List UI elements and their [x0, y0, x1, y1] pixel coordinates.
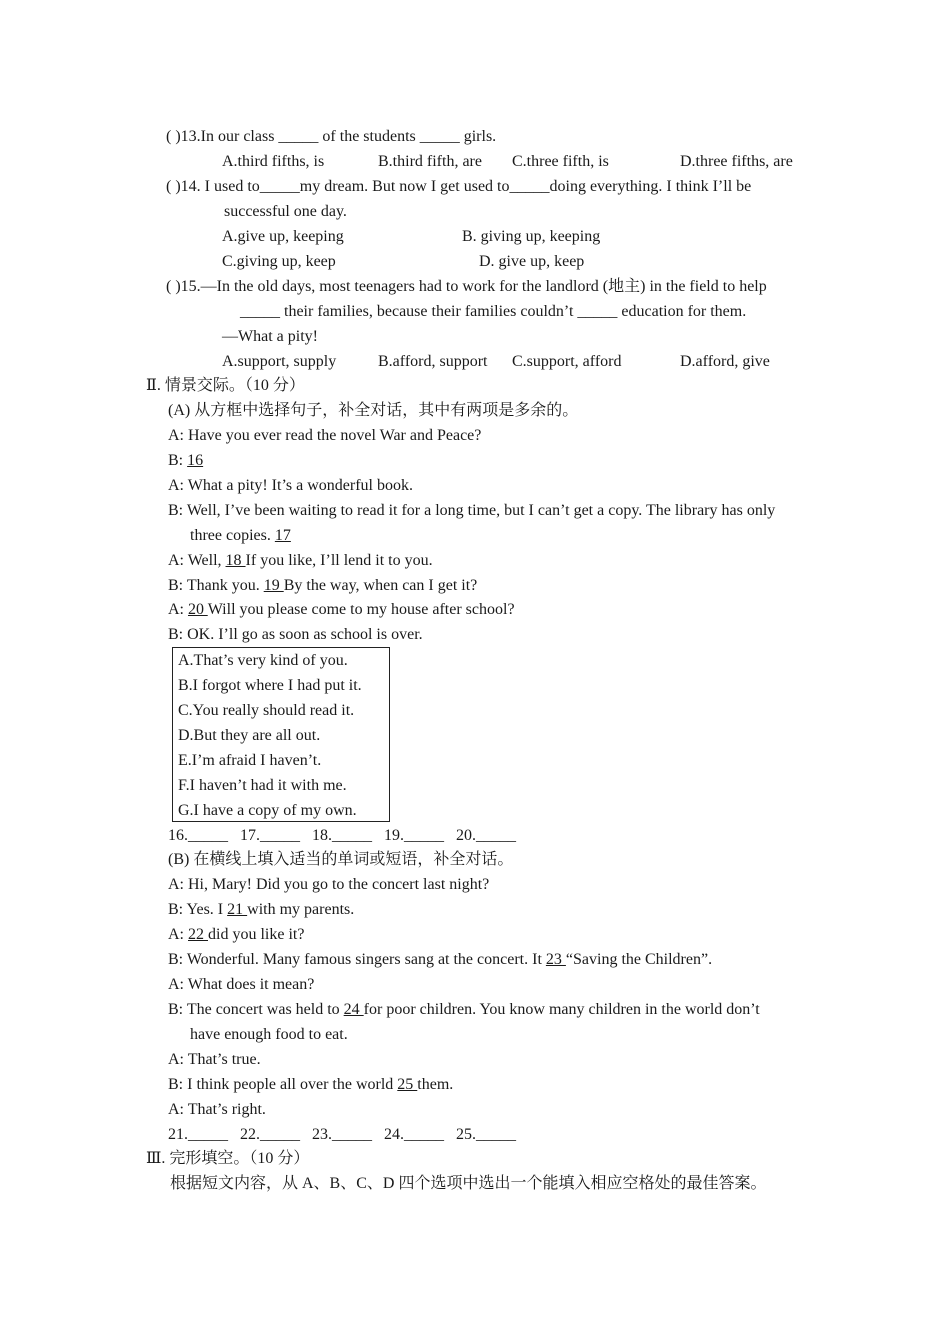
q15-option-d: D.afford, give: [680, 353, 770, 370]
option-a: A.That’s very kind of you.: [178, 652, 348, 669]
dialogue-b-line-8: A: That’s true.: [168, 1051, 261, 1068]
option-e: E.I’m afraid I haven’t.: [178, 752, 322, 769]
dialogue-b-line-6: [168, 999, 760, 1021]
q13-stem: ( )13.In our class _____ of the students _____ girls.: [166, 128, 497, 145]
line-text: B: I think people all over the world: [168, 1076, 398, 1093]
line-text: three copies.: [190, 527, 275, 544]
q15-option-a: A.support, supply: [222, 353, 337, 370]
option-c: C.You really should read it.: [178, 702, 355, 719]
dialogue-b-line-3: [168, 924, 304, 946]
line-text: A: Well,: [168, 552, 226, 569]
blank-17: 17: [274, 527, 291, 544]
dialogue-a-line-8: [168, 599, 515, 621]
section3-instruction: 根据短文内容，从 A、B、C、D 四个选项中选出一个能填入相应空格处的最佳答案。: [170, 1175, 767, 1192]
option-d: D.But they are all out.: [178, 727, 321, 744]
line-text: Will you please come to my house after school?: [207, 601, 515, 618]
q14-option-b: B. giving up, keeping: [462, 228, 601, 245]
q13-option-c: C.three fifth, is: [512, 153, 609, 170]
line-text: B: Wonderful. Many famous singers sang at the concert. It: [168, 951, 546, 968]
line-text: with my parents.: [247, 901, 355, 918]
dialogue-b-line-10: A: That’s right.: [168, 1101, 266, 1118]
line-text: for poor children. You know many children in the world don’t: [363, 1001, 760, 1018]
blank-18: 18: [225, 552, 246, 569]
section2-title: Ⅱ. 情景交际。（10 分）: [146, 377, 305, 394]
line-text: A:: [168, 926, 188, 943]
q14-stem-continued: successful one day.: [224, 203, 347, 220]
options-box: [172, 647, 390, 822]
q13-option-d: D.three fifths, are: [680, 153, 793, 170]
dialogue-a-line-5: [190, 525, 291, 547]
blank-19: 19: [263, 577, 284, 594]
q15-stem-continued: _____ their families, because their families couldn’t _____ education for them.: [240, 303, 747, 320]
blank-22: 22: [188, 926, 208, 943]
q14-stem: ( )14. I used to_____my dream. But now I get used to_____doing everything. I think I’ll be: [166, 178, 752, 195]
answers-16-20: 16._____ 17._____ 18._____ 19._____ 20._____: [168, 827, 516, 844]
line-text: B: Yes. I: [168, 901, 228, 918]
line-text: them.: [417, 1076, 454, 1093]
blank-16: 16: [187, 452, 204, 469]
dialogue-b-line-4: [168, 949, 712, 971]
q15-option-b: B.afford, support: [378, 353, 488, 370]
line-text: By the way, when can I get it?: [283, 577, 478, 594]
q13-option-b: B.third fifth, are: [378, 153, 482, 170]
section2-partB-instruction: (B) 在横线上填入适当的单词或短语，补全对话。: [168, 851, 514, 868]
dialogue-a-line-2: [168, 450, 203, 472]
dialogue-a-line-3: A: What a pity! It’s a wonderful book.: [168, 477, 413, 494]
dialogue-b-line-2: [168, 899, 354, 921]
line-text: did you like it?: [208, 926, 305, 943]
blank-23: 23: [545, 951, 566, 968]
q15-stem: ( )15.—In the old days, most teenagers had to work for the landlord (地主) in the field to help: [166, 278, 767, 295]
dialogue-a-line-7: [168, 575, 477, 597]
q13-option-a: A.third fifths, is: [222, 153, 325, 170]
dialogue-a-line-6: [168, 550, 433, 572]
blank-25: 25: [397, 1076, 418, 1093]
line-text: “Saving the Children”.: [565, 951, 713, 968]
dialogue-b-line-9: [168, 1074, 453, 1096]
blank-20: 20: [188, 601, 208, 618]
section2-partA-instruction: (A) 从方框中选择句子，补全对话，其中有两项是多余的。: [168, 402, 579, 419]
blank-24: 24: [343, 1001, 364, 1018]
speaker: B:: [168, 452, 188, 469]
dialogue-a-line-9: B: OK. I’ll go as soon as school is over.: [168, 626, 423, 643]
dialogue-b-line-5: A: What does it mean?: [168, 976, 315, 993]
option-b: B.I forgot where I had put it.: [178, 677, 362, 694]
q14-option-d: D. give up, keep: [479, 253, 585, 270]
line-text: A:: [168, 601, 188, 618]
line-text: B: Thank you.: [168, 577, 264, 594]
line-text: B: The concert was held to: [168, 1001, 344, 1018]
option-f: F.I haven’t had it with me.: [178, 777, 347, 794]
dialogue-a-line-4: B: Well, I’ve been waiting to read it for a long time, but I can’t get a copy. The library has only: [168, 502, 776, 519]
q15-reply: —What a pity!: [222, 328, 318, 345]
dialogue-b-line-7: have enough food to eat.: [190, 1026, 348, 1043]
q15-option-c: C.support, afford: [512, 353, 622, 370]
line-text: If you like, I’ll lend it to you.: [245, 552, 433, 569]
section3-title: Ⅲ. 完形填空。（10 分）: [146, 1150, 310, 1167]
q14-option-c: C.giving up, keep: [222, 253, 336, 270]
answers-21-25: 21._____ 22._____ 23._____ 24._____ 25._____: [168, 1126, 516, 1143]
dialogue-a-line-1: A: Have you ever read the novel War and Peace?: [168, 427, 482, 444]
blank-21: 21: [227, 901, 248, 918]
q14-option-a: A.give up, keeping: [222, 228, 344, 245]
option-g: G.I have a copy of my own.: [178, 802, 357, 819]
dialogue-b-line-1: A: Hi, Mary! Did you go to the concert last night?: [168, 876, 490, 893]
